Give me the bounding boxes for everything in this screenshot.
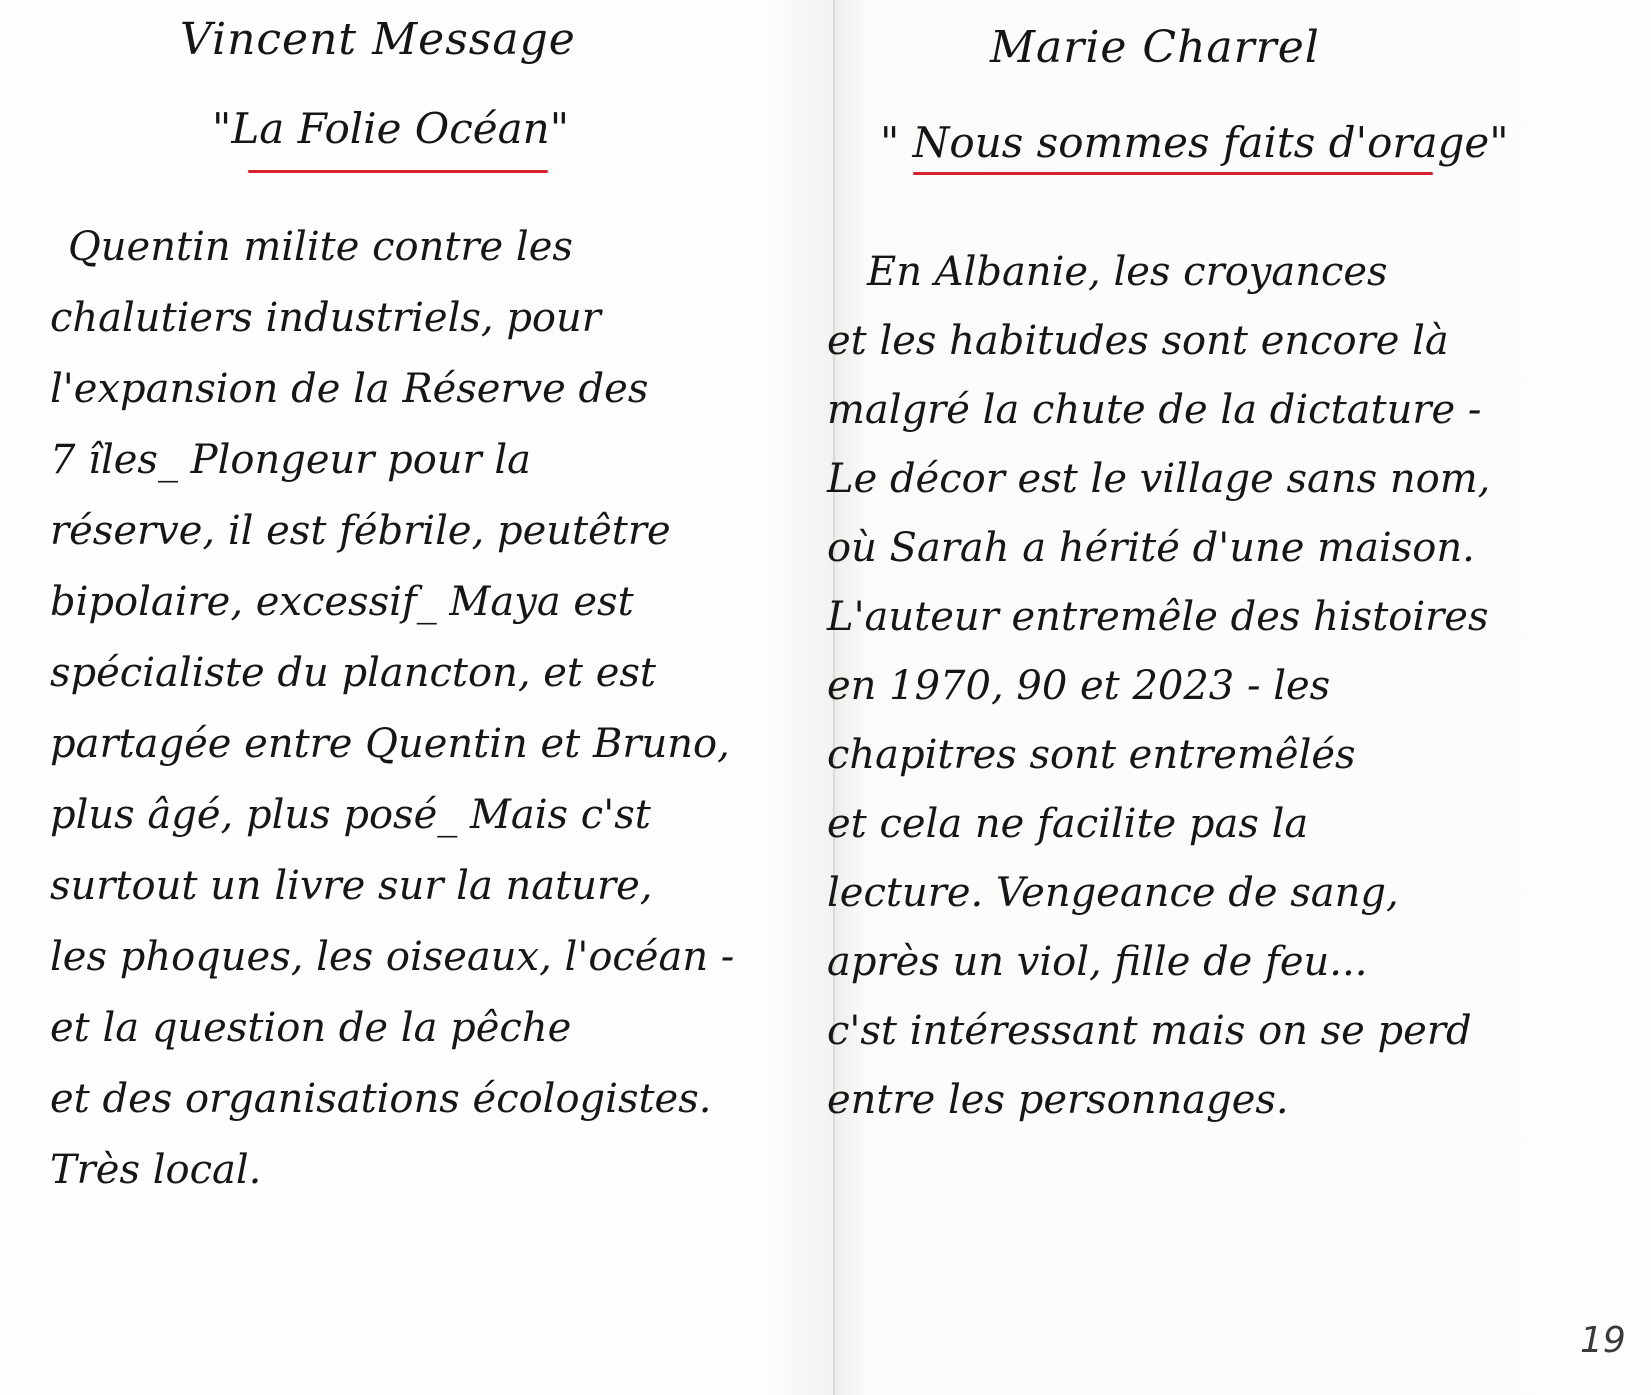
text-line: plus âgé, plus posé_ Mais c'st bbox=[50, 792, 651, 838]
page-number: 19 bbox=[1580, 1320, 1626, 1361]
text-line: en 1970, 90 et 2023 - les bbox=[827, 663, 1331, 709]
text-line: partagée entre Quentin et Bruno, bbox=[50, 721, 730, 767]
text-line: réserve, il est fébrile, peutêtre bbox=[50, 508, 671, 554]
text-line: Très local. bbox=[50, 1147, 262, 1193]
text-line: où Sarah a hérité d'une maison. bbox=[827, 525, 1475, 571]
left-book-title: "La Folie Océan" bbox=[212, 104, 570, 153]
text-line: Quentin milite contre les bbox=[68, 224, 573, 270]
text-line: spécialiste du plancton, et est bbox=[50, 650, 656, 696]
text-line: les phoques, les oiseaux, l'océan - bbox=[50, 934, 735, 980]
right-title-underline bbox=[913, 172, 1433, 175]
text-line: c'st intéressant mais on se perd bbox=[827, 1008, 1472, 1054]
text-line: et des organisations écologistes. bbox=[50, 1076, 712, 1122]
text-line: L'auteur entremêle des histoires bbox=[827, 594, 1489, 640]
text-line: malgré la chute de la dictature - bbox=[827, 387, 1482, 433]
text-line: et cela ne facilite pas la bbox=[827, 801, 1309, 847]
left-title-underline bbox=[248, 170, 548, 173]
text-line: Le décor est le village sans nom, bbox=[827, 456, 1491, 502]
left-review-text bbox=[50, 212, 820, 1206]
text-line: lecture. Vengeance de sang, bbox=[827, 870, 1399, 916]
text-line: et la question de la pêche bbox=[50, 1005, 572, 1051]
text-line: après un viol, fille de feu... bbox=[827, 939, 1368, 985]
text-line: chalutiers industriels, pour bbox=[50, 295, 601, 341]
right-review-text bbox=[827, 238, 1607, 1135]
left-author-name: Vincent Message bbox=[180, 14, 576, 65]
text-line: 7 îles_ Plongeur pour la bbox=[50, 437, 532, 483]
text-line: entre les personnages. bbox=[827, 1077, 1289, 1123]
right-book-title: " Nous sommes faits d'orage" bbox=[880, 118, 1509, 167]
right-author-name: Marie Charrel bbox=[990, 22, 1320, 73]
right-page bbox=[827, 0, 1651, 1395]
text-line: surtout un livre sur la nature, bbox=[50, 863, 653, 909]
text-line: et les habitudes sont encore là bbox=[827, 318, 1449, 364]
text-line: chapitres sont entremêlés bbox=[827, 732, 1356, 778]
text-line: l'expansion de la Réserve des bbox=[50, 366, 649, 412]
text-line: En Albanie, les croyances bbox=[867, 249, 1388, 295]
text-line: bipolaire, excessif_ Maya est bbox=[50, 579, 634, 625]
